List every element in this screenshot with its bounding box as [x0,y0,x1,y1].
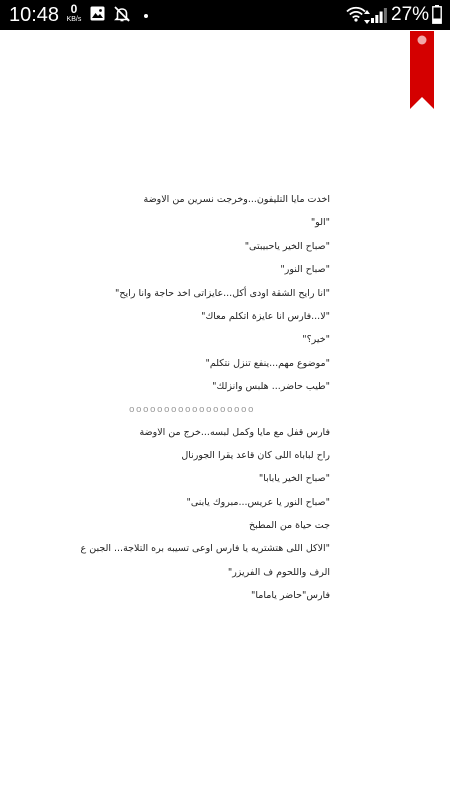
network-speed-unit: KB/s [66,16,82,23]
story-line: "الو" [310,217,330,229]
story-line: اخدت مايا التليفون...وخرجت نسرين من الاوضة [143,194,330,205]
bookmark-ribbon-icon[interactable] [410,31,434,115]
signal-icon [371,7,387,27]
story-text [80,188,330,608]
story-line: "موضوع مهم...ينفع تنزل نتكلم" [205,357,330,369]
story-line: جت حياة من المطبخ [248,520,330,532]
story-line: "لا...فارس انا عايزة اتكلم معاك" [201,310,330,322]
story-line: "خير؟" [302,334,330,346]
story-line: "الاكل اللى هتشتريه يا فارس اوعى تسيبه بره التلاجة... الجبن ع [80,543,330,555]
story-line: "صباح النور يا عريس...مبروك يابنى" [186,496,330,508]
story-line: راح لباباه اللى كان قاعد يقرا الجورنال [181,449,330,461]
story-line: "طيب حاضر... هلبس وانزلك" [212,381,330,393]
story-line: "صباح الخير ياحبيبتى" [244,240,330,252]
wifi-icon [346,6,366,26]
story-line: "صباح الخير يابابا" [258,473,330,485]
network-speed [63,4,85,24]
dot-icon [144,14,148,18]
status-time: 10:48 [9,4,60,26]
status-bar [0,0,450,30]
network-speed-value: 0 [70,2,78,16]
battery-icon [432,5,442,28]
battery-percent: 27% [391,4,430,25]
story-line: الرف واللحوم ف الفريزر" [227,566,330,578]
story-line: "انا رايح الشقة اودى أكل...عايزاتى اخد حاجة وانا رايح" [115,287,330,299]
story-line: فارس"حاضر ياماما" [251,590,330,602]
image-icon [90,6,105,25]
mute-icon [113,5,131,27]
story-line: "صباح النور" [280,264,330,276]
data-arrows-icon [364,9,370,28]
story-line: فارس قفل مع مايا وكمل لبسه...خرج من الاوضة [139,426,330,438]
section-separator: oooooooooooooooooo [128,404,256,415]
